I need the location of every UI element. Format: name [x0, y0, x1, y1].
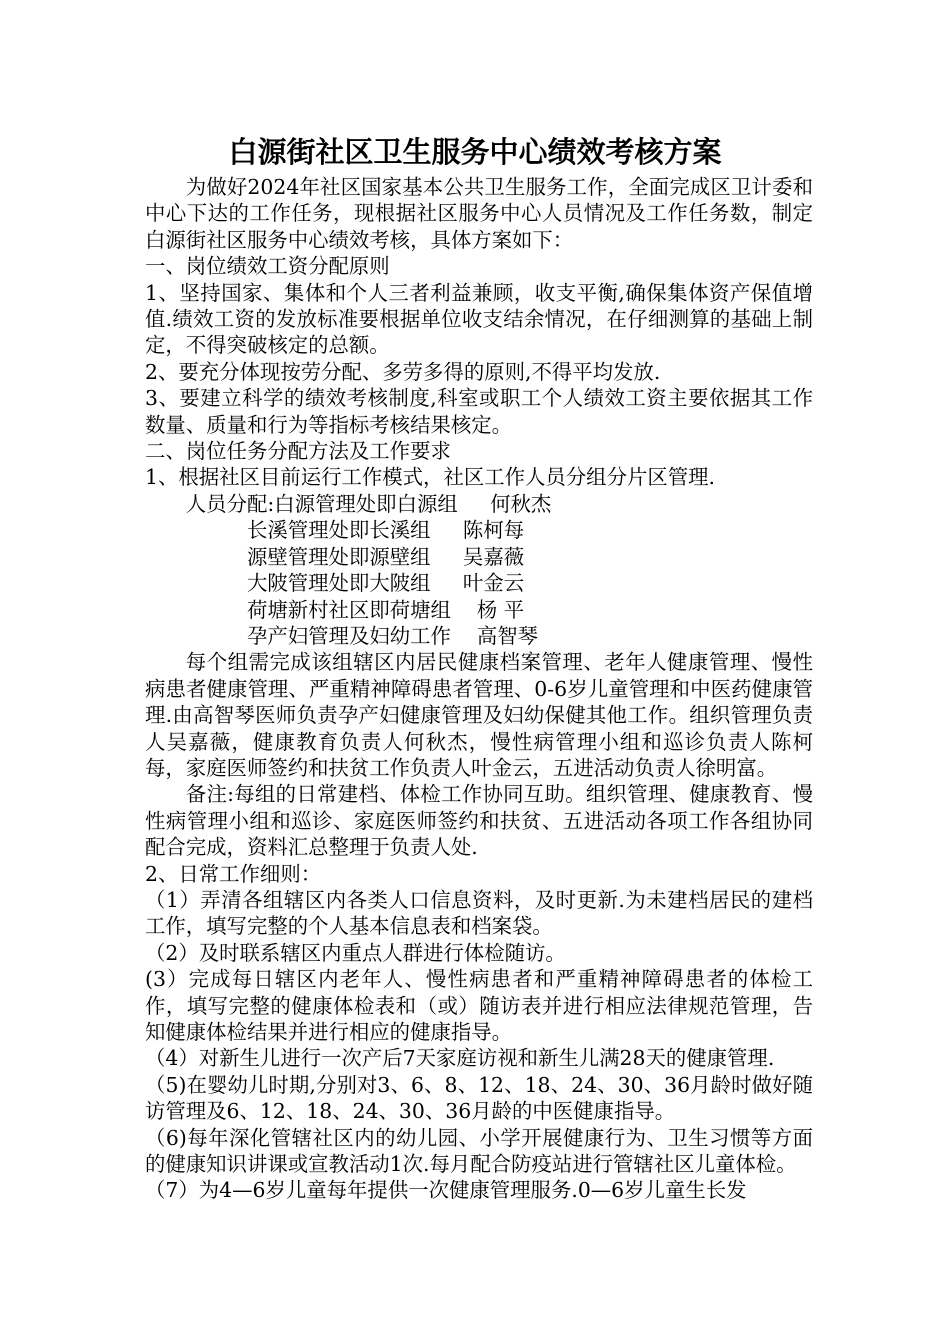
principle-item: 3、要建立科学的绩效考核制度,科室或职工个人绩效工资主要依据其工作数量、质量和行为等指标考核结果核定。 [145, 386, 813, 437]
daily-rule: （7）为4—6岁儿童每年提供一次健康管理服务.0—6岁儿童生长发 [145, 1178, 747, 1203]
group-duty-paragraph: 每个组需完成该组辖区内居民健康档案管理、老年人健康管理、慢性病患者健康管理、严重精神障碍患者管理、0-6岁儿童管理和中医药健康管理.由高智琴医师负责孕产妇健康管理及妇幼保健其他工作。组织管理负责人吴嘉薇，健康教育负责人何秋杰，慢性病管理小组和巡诊负责人陈柯每，家庭医师签约和扶贫工作负责人叶金云，五进活动负责人徐明富。 [145, 650, 813, 780]
daily-rule: （6)每年深化管辖社区内的幼儿园、小学开展健康行为、卫生习惯等方面的健康知识讲课或宣教活动1次.每月配合防疫站进行管辖社区儿童体检。 [145, 1125, 813, 1177]
task-item-1: 1、根据社区目前运行工作模式，社区工作人员分组分片区管理. [145, 465, 715, 490]
intro-paragraph: 为做好2024年社区国家基本公共卫生服务工作，全面完成区卫计委和中心下达的工作任务，现根据社区服务中心人员情况及工作任务数，制定白源街社区服务中心绩效考核，具体方案如下： [145, 175, 813, 252]
daily-rule: (3）完成每日辖区内老年人、慢性病患者和严重精神障碍患者的体检工作，填写完整的健康体检表和（或）随访表并进行相应法律规范管理，告知健康体检结果并进行相应的健康指导。 [145, 967, 813, 1044]
daily-rule: （2）及时联系辖区内重点人群进行体检随访。 [145, 940, 566, 965]
task-item-2: 2、日常工作细则： [145, 861, 322, 886]
staff-assignment: 人员分配:白源管理处即白源组 何秋杰 [185, 491, 552, 516]
section-heading-1: 一、岗位绩效工资分配原则 [145, 254, 390, 279]
staff-assignment: 大陂管理处即大陂组 叶金云 [247, 571, 525, 596]
staff-assignment: 源壁管理处即源壁组 吴嘉薇 [247, 544, 525, 569]
document-title: 白源街社区卫生服务中心绩效考核方案 [228, 135, 722, 169]
daily-rule: （5)在婴幼儿时期,分别对3、6、8、12、18、24、30、36月龄时做好随访管理及6、12、18、24、30、36月龄的中医健康指导。 [145, 1072, 813, 1124]
remark-paragraph: 备注:每组的日常建档、体检工作协同互助。组织管理、健康教育、慢性病管理小组和巡诊、家庭医师签约和扶贫、五进活动各项工作各组协同配合完成，资料汇总整理于负责人处. [145, 782, 813, 860]
staff-assignment: 孕产妇管理及妇幼工作 高智琴 [247, 623, 539, 648]
staff-assignment: 长溪管理处即长溪组 陈柯每 [247, 518, 525, 543]
principle-item: 2、要充分体现按劳分配、多劳多得的原则,不得平均发放. [145, 359, 661, 384]
staff-assignment: 荷塘新村社区即荷塘组 杨 平 [247, 597, 525, 622]
daily-rule: （1）弄清各组辖区内各类人口信息资料，及时更新.为未建档居民的建档工作，填写完整的个人基本信息表和档案袋。 [145, 887, 813, 939]
daily-rule: （4）对新生儿进行一次产后7天家庭访视和新生儿满28天的健康管理. [145, 1046, 775, 1071]
section-heading-2: 二、岗位任务分配方法及工作要求 [145, 439, 451, 464]
principle-item: 1、坚持国家、集体和个人三者利益兼顾，收支平衡,确保集体资产保值增值.绩效工资的发放标准要根据单位收支结余情况，在仔细测算的基础上制定，不得突破核定的总额。 [145, 280, 813, 358]
document-body [145, 174, 813, 1204]
